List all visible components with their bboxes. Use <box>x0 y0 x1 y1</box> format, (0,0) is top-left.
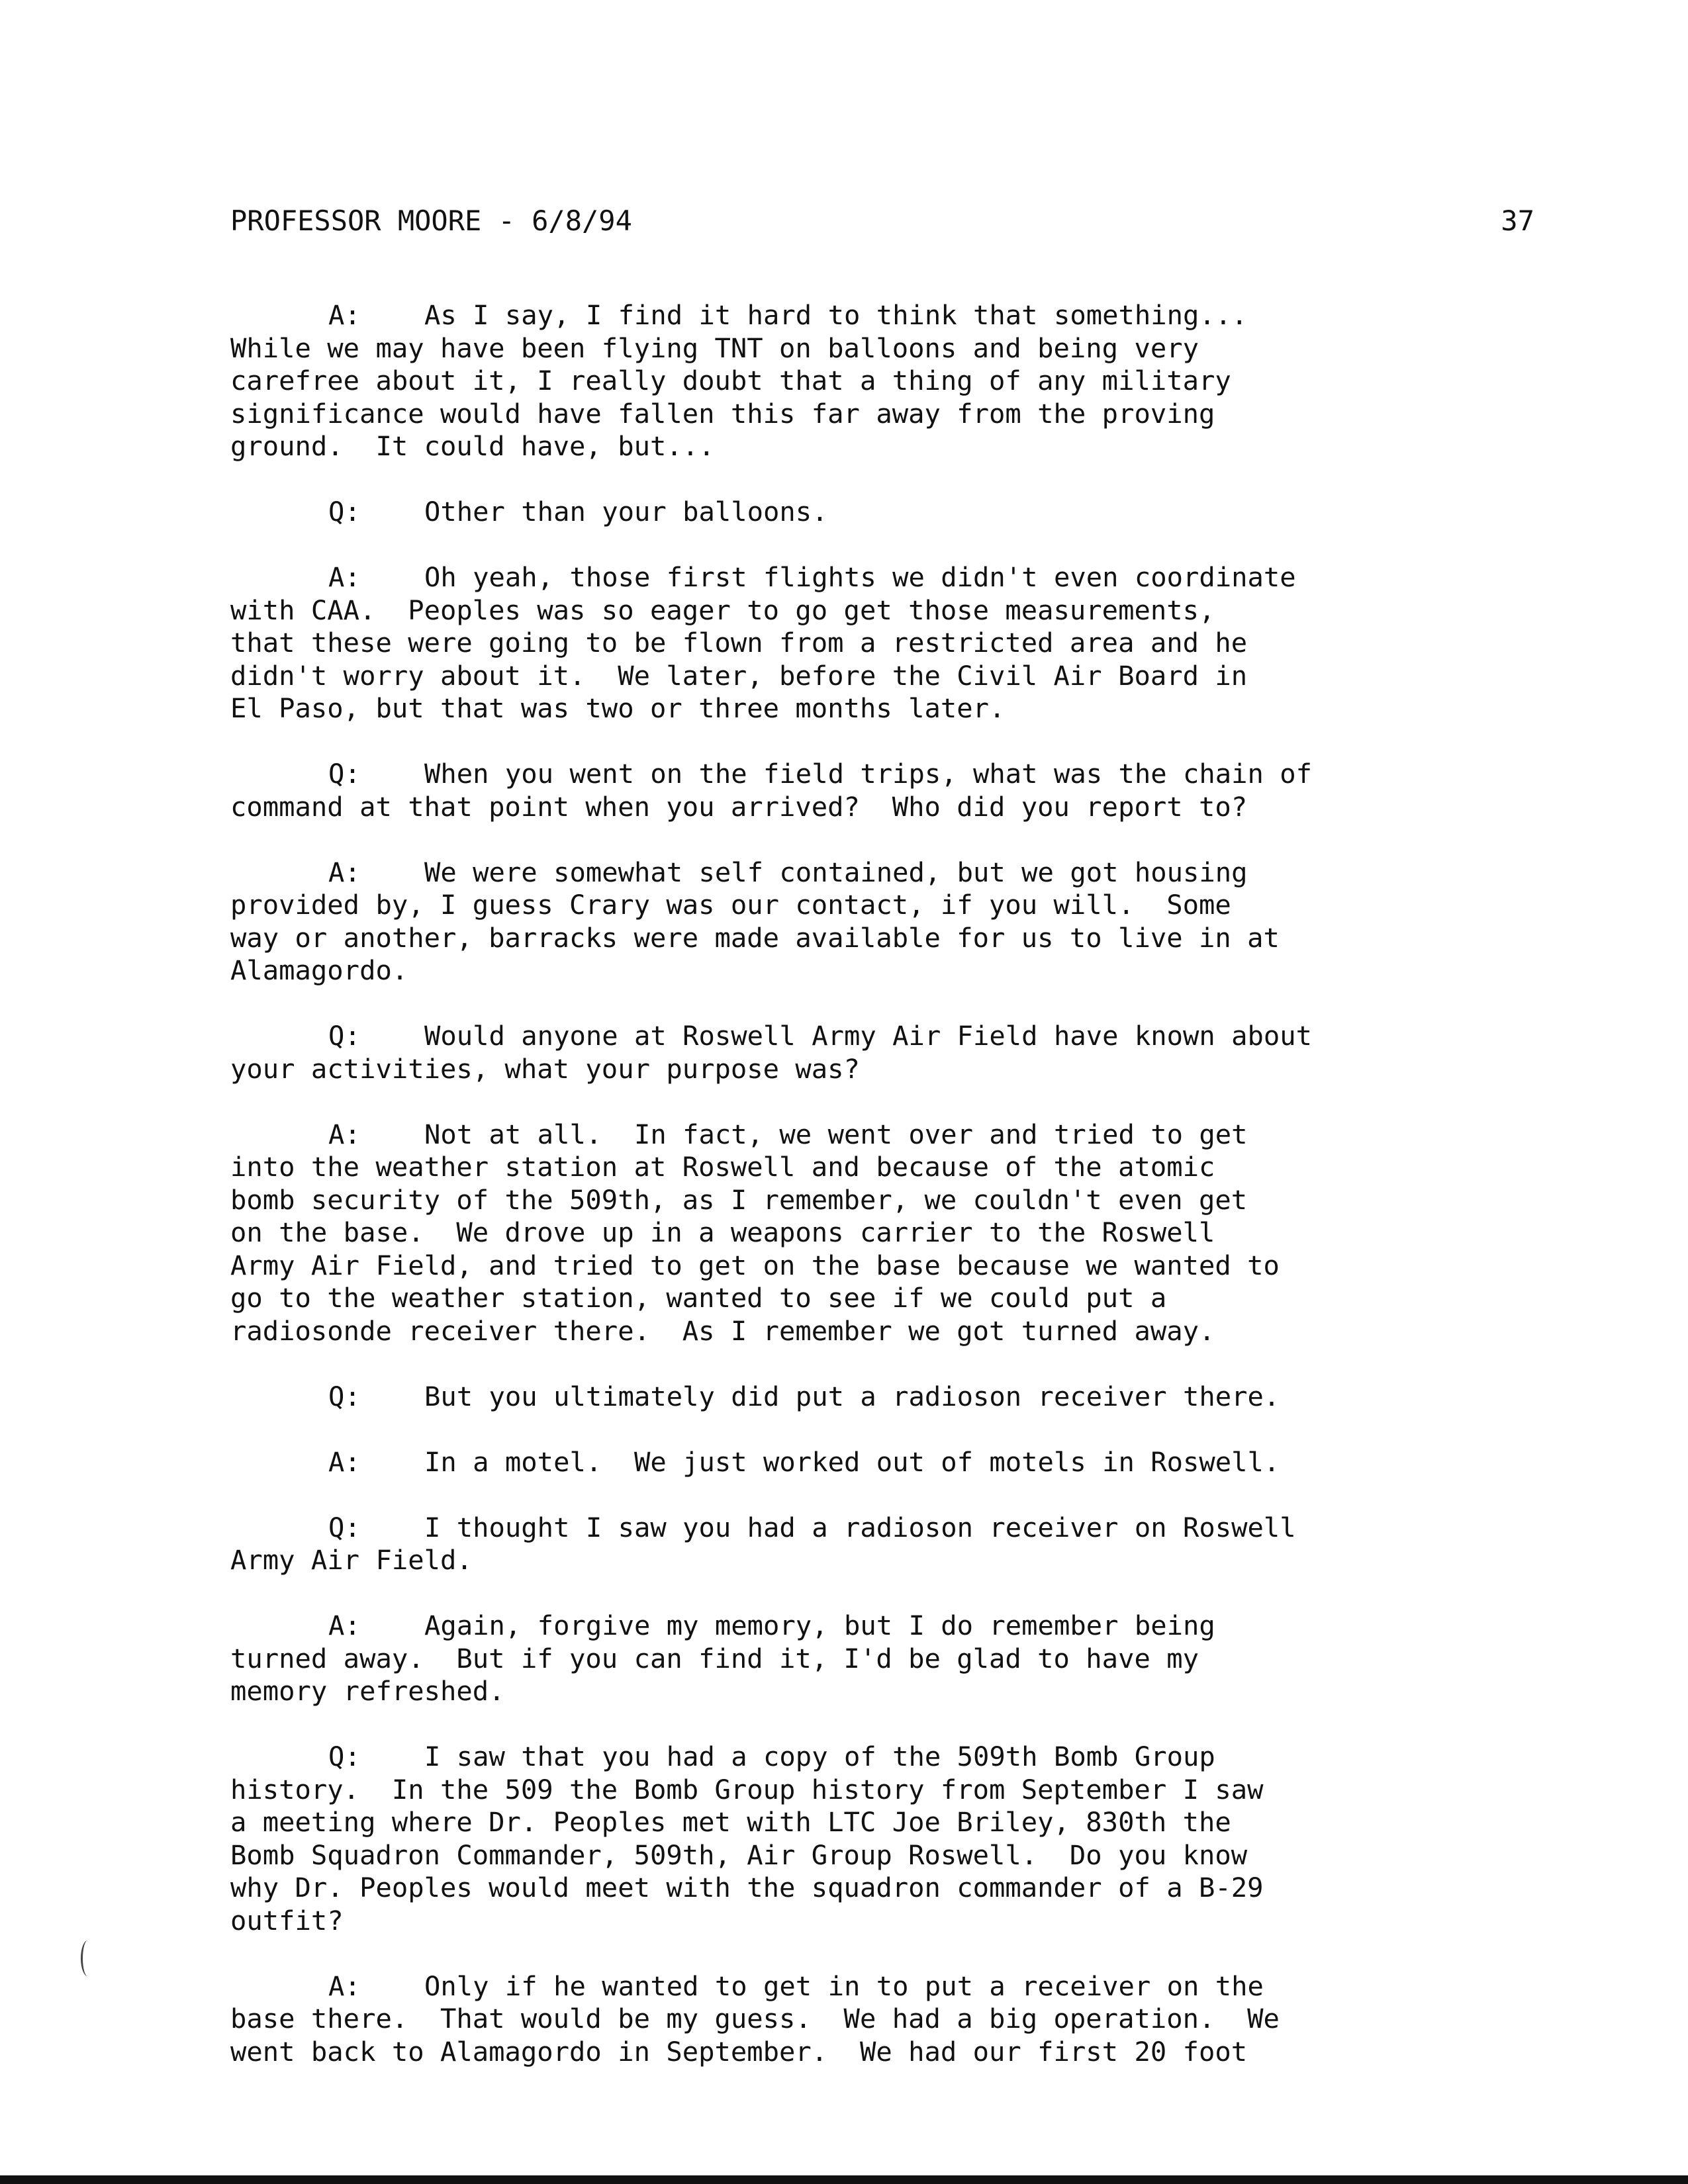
speaker-label: A: <box>328 299 361 331</box>
transcript-paragraph <box>230 758 1541 823</box>
paragraph-line: into the weather station at Roswell and because of the atomic <box>230 1151 1215 1183</box>
transcript-paragraph <box>230 856 1541 987</box>
paragraph-line: outfit? <box>230 1904 344 1936</box>
paragraph-first-line <box>230 1381 1541 1414</box>
paragraph-line: significance would have fallen this far away from the proving <box>230 397 1215 430</box>
paragraph-line: Army Air Field, and tried to get on the base because we wanted to <box>230 1249 1280 1281</box>
transcript-paragraph <box>230 1741 1541 1937</box>
margin-bracket-mark <box>81 1940 95 1976</box>
page-header <box>230 200 1534 242</box>
paragraph-line: history. In the 509 the Bomb Group history from September I saw <box>230 1773 1264 1805</box>
paragraph-first-line <box>230 856 1541 889</box>
paragraph-first-line <box>230 1020 1541 1053</box>
transcript-paragraph <box>230 1970 1541 2069</box>
paragraph-first-line-text: I thought I saw you had a radioson receiver on Roswell <box>424 1511 1296 1543</box>
paragraph-first-line-text: Oh yeah, those first flights we didn't even coordinate <box>424 561 1296 593</box>
paragraph-first-line-text: Not at all. In fact, we went over and tried to get <box>424 1118 1248 1150</box>
paragraph-first-line-text: When you went on the field trips, what was the chain of <box>424 758 1313 790</box>
paragraph-line: bomb security of the 509th, as I remember, we couldn't even get <box>230 1183 1248 1216</box>
paragraph-line: Alamagordo. <box>230 954 408 986</box>
transcript-paragraph <box>230 496 1541 529</box>
paragraph-first-line-text: In a motel. We just worked out of motels in Roswell. <box>424 1445 1280 1478</box>
transcript-paragraph <box>230 1446 1541 1479</box>
paragraph-first-line-text: Would anyone at Roswell Army Air Field have known about <box>424 1020 1313 1052</box>
paragraph-first-line <box>230 1970 1541 2003</box>
transcript-paragraph <box>230 1512 1541 1577</box>
paragraph-first-line-text: Other than your balloons. <box>424 496 828 527</box>
transcript-paragraph <box>230 1118 1541 1348</box>
paragraph-line: went back to Alamagordo in September. We had our first 20 foot <box>230 2035 1248 2068</box>
paragraph-line: command at that point when you arrived? Who did you report to? <box>230 790 1248 823</box>
paragraph-first-line <box>230 758 1541 791</box>
paragraph-first-line <box>230 1118 1541 1152</box>
paragraph-line: didn't worry about it. We later, before the Civil Air Board in <box>230 659 1248 692</box>
speaker-label: Q: <box>328 1380 361 1412</box>
paragraph-first-line-text: But you ultimately did put a radioson receiver there. <box>424 1380 1280 1412</box>
speaker-label: Q: <box>328 1020 361 1052</box>
paragraph-first-line-text: I saw that you had a copy of the 509th Bomb Group <box>424 1741 1215 1772</box>
transcript-paragraph <box>230 299 1541 463</box>
paragraph-first-line <box>230 496 1541 529</box>
paragraph-line: base there. That would be my guess. We had a big operation. We <box>230 2003 1280 2034</box>
transcript-paragraph <box>230 561 1541 725</box>
paragraph-first-line <box>230 1741 1541 1774</box>
bottom-border-line <box>0 2175 1688 2184</box>
speaker-label: A: <box>328 1445 361 1478</box>
paragraph-first-line-text: Again, forgive my memory, but I do remember being <box>424 1610 1215 1641</box>
paragraph-line: on the base. We drove up in a weapons carrier to the Roswell <box>230 1216 1215 1248</box>
header-title: PROFESSOR MOORE - 6/8/94 <box>230 205 632 237</box>
transcript-paragraph <box>230 1610 1541 1708</box>
transcript-paragraph <box>230 1020 1541 1085</box>
paragraph-first-line <box>230 1446 1541 1479</box>
paragraph-line: way or another, barracks were made available for us to live in at <box>230 921 1280 954</box>
paragraph-first-line <box>230 561 1541 594</box>
transcript-body <box>230 299 1541 2101</box>
speaker-label: A: <box>328 1610 361 1641</box>
paragraph-line: your activities, what your purpose was? <box>230 1052 860 1085</box>
speaker-label: Q: <box>328 1511 361 1543</box>
paragraph-line: provided by, I guess Crary was our contact, if you will. Some <box>230 889 1231 921</box>
paragraph-first-line <box>230 1610 1541 1643</box>
paragraph-line: memory refreshed. <box>230 1675 505 1707</box>
paragraph-line: carefree about it, I really doubt that a thing of any military <box>230 365 1231 396</box>
paragraph-line: El Paso, but that was two or three months later. <box>230 692 1006 724</box>
paragraph-line: Army Air Field. <box>230 1544 473 1576</box>
transcript-paragraph <box>230 1381 1541 1414</box>
speaker-label: Q: <box>328 758 361 790</box>
paragraph-line: While we may have been flying TNT on balloons and being very <box>230 332 1199 364</box>
speaker-label: A: <box>328 856 361 888</box>
speaker-label: A: <box>328 1970 361 2002</box>
speaker-label: Q: <box>328 496 361 527</box>
paragraph-first-line-text: We were somewhat self contained, but we got housing <box>424 856 1248 888</box>
speaker-label: A: <box>328 1118 361 1150</box>
paragraph-line: that these were going to be flown from a restricted area and he <box>230 627 1248 659</box>
paragraph-first-line <box>230 1512 1541 1545</box>
paragraph-line: radiosonde receiver there. As I remember we got turned away. <box>230 1314 1215 1347</box>
paragraph-line: go to the weather station, wanted to see if we could put a <box>230 1282 1167 1314</box>
paragraph-first-line-text: Only if he wanted to get in to put a receiver on the <box>424 1970 1264 2002</box>
paragraph-first-line <box>230 299 1541 332</box>
paragraph-line: Bomb Squadron Commander, 509th, Air Group Roswell. Do you know <box>230 1839 1248 1871</box>
paragraph-line: with CAA. Peoples was so eager to go get those measurements, <box>230 594 1215 626</box>
paragraph-line: why Dr. Peoples would meet with the squadron commander of a B-29 <box>230 1872 1264 1903</box>
paragraph-line: a meeting where Dr. Peoples met with LTC Joe Briley, 830th the <box>230 1806 1231 1838</box>
page-number: 37 <box>1501 205 1534 237</box>
speaker-label: A: <box>328 561 361 593</box>
paragraph-line: turned away. But if you can find it, I'd be glad to have my <box>230 1642 1199 1674</box>
speaker-label: Q: <box>328 1741 361 1772</box>
paragraph-first-line-text: As I say, I find it hard to think that something... <box>424 299 1248 331</box>
paragraph-line: ground. It could have, but... <box>230 430 715 462</box>
